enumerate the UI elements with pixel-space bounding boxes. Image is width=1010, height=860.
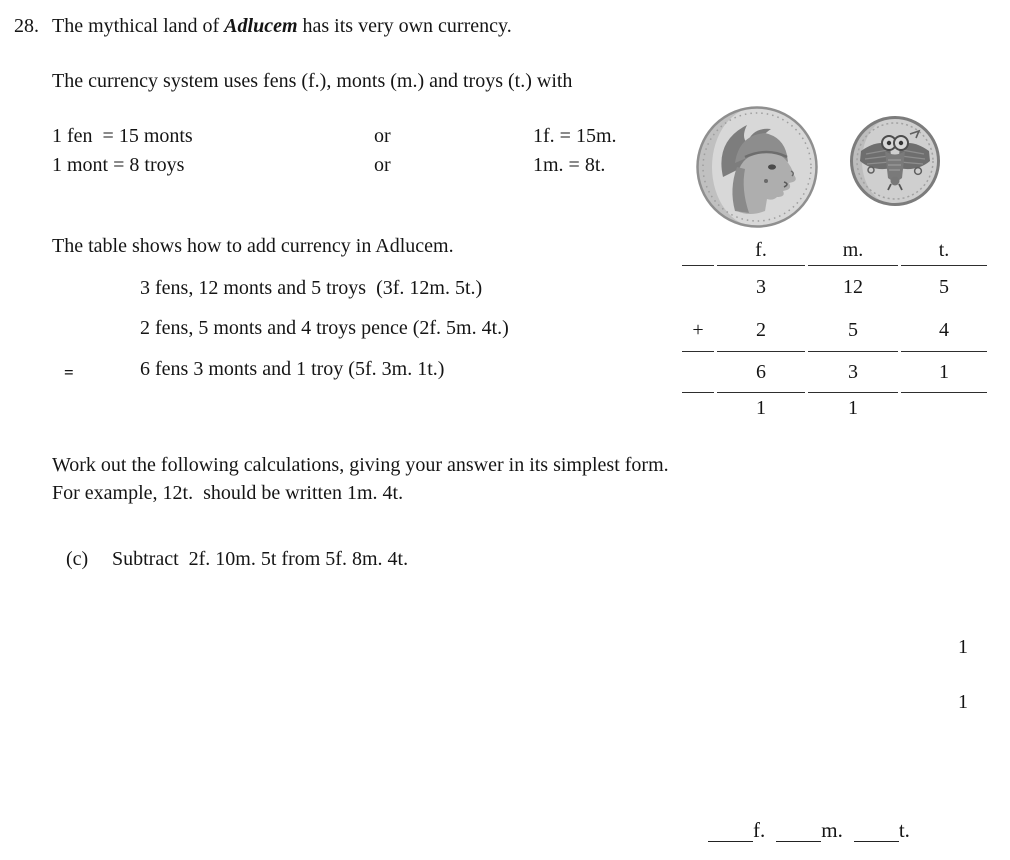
addend2-row — [682, 309, 987, 352]
addend1-m: 12 — [843, 276, 863, 298]
question-number: 28. — [14, 15, 39, 37]
conversion-2-words: 1 mont = 8 troys — [52, 154, 185, 176]
title-emphasis: Adlucem — [224, 15, 298, 37]
carry-sign-cell — [682, 393, 714, 424]
addend2-t: 4 — [901, 309, 987, 352]
result-t: 1 — [901, 352, 987, 393]
header-f: f. — [717, 236, 805, 266]
title-prefix: The mythical land of — [52, 15, 225, 37]
header-m: m. — [808, 236, 898, 266]
coin-reverse-image — [848, 114, 942, 213]
answer-unit-f: f. — [753, 818, 766, 842]
instruction-line-2: For example, 12t. should be written 1m. 4t. — [52, 482, 404, 504]
answer-blank-m — [776, 819, 821, 842]
conversion-2-symbols: 1m. = 8t. — [533, 154, 606, 176]
conversion-1-words: 1 fen = 15 monts — [52, 125, 193, 147]
athena-head-coin-icon — [695, 105, 820, 229]
mark-badge-2: 1 — [958, 691, 968, 713]
addition-table — [679, 236, 990, 424]
equals-sign: = — [64, 363, 74, 382]
answer-group-f — [708, 818, 765, 842]
owl-coin-icon — [848, 114, 942, 208]
result-f: 6 — [717, 352, 805, 393]
answer-line — [708, 816, 910, 842]
answer-group-t — [854, 818, 910, 842]
carry-row — [682, 393, 987, 424]
conversion-1-or: or — [374, 125, 391, 147]
addend2-f: 2 — [717, 309, 805, 352]
addend1-row — [682, 266, 987, 309]
conversion-1-symbols: 1f. = 15m. — [533, 125, 617, 147]
answer-unit-m: m. — [821, 818, 843, 842]
conversion-2-or: or — [374, 154, 391, 176]
carry-f: 1 — [756, 397, 766, 419]
answer-blank-f — [708, 819, 753, 842]
header-empty-cell — [682, 236, 714, 266]
plus-sign: + — [682, 309, 714, 352]
table-header-row — [682, 236, 987, 266]
header-t: t. — [901, 236, 987, 266]
title-suffix: has its very own currency. — [297, 15, 512, 37]
answer-group-m — [776, 818, 843, 842]
question-title — [52, 15, 512, 38]
carry-m: 1 — [848, 397, 858, 419]
instruction-line-1: Work out the following calculations, giving your answer in its simplest form. — [52, 454, 669, 476]
addend1-t: 5 — [939, 276, 949, 298]
table-caption: The table shows how to add currency in Adlucem. — [52, 235, 454, 257]
addend1-f: 3 — [756, 276, 766, 298]
carry-t — [901, 393, 987, 424]
result-m: 3 — [808, 352, 898, 393]
example-line-2: 2 fens, 5 monts and 4 troys pence (2f. 5m. 4t.) — [140, 317, 509, 339]
mark-badge-1: 1 — [958, 636, 968, 658]
coin-obverse-image — [695, 105, 820, 234]
addend2-m: 5 — [808, 309, 898, 352]
intro-text: The currency system uses fens (f.), monts (m.) and troys (t.) with — [52, 70, 573, 92]
result-sign-cell — [682, 352, 714, 393]
part-c-label: (c) — [66, 548, 89, 570]
answer-blank-t — [854, 819, 899, 842]
part-c-text: Subtract 2f. 10m. 5t from 5f. 8m. 4t. — [112, 548, 409, 570]
result-row — [682, 352, 987, 393]
addend1-sign-cell — [682, 266, 714, 309]
example-line-3: 6 fens 3 monts and 1 troy (5f. 3m. 1t.) — [140, 358, 445, 380]
answer-unit-t: t. — [898, 818, 910, 842]
example-line-1: 3 fens, 12 monts and 5 troys (3f. 12m. 5t.) — [140, 277, 483, 299]
